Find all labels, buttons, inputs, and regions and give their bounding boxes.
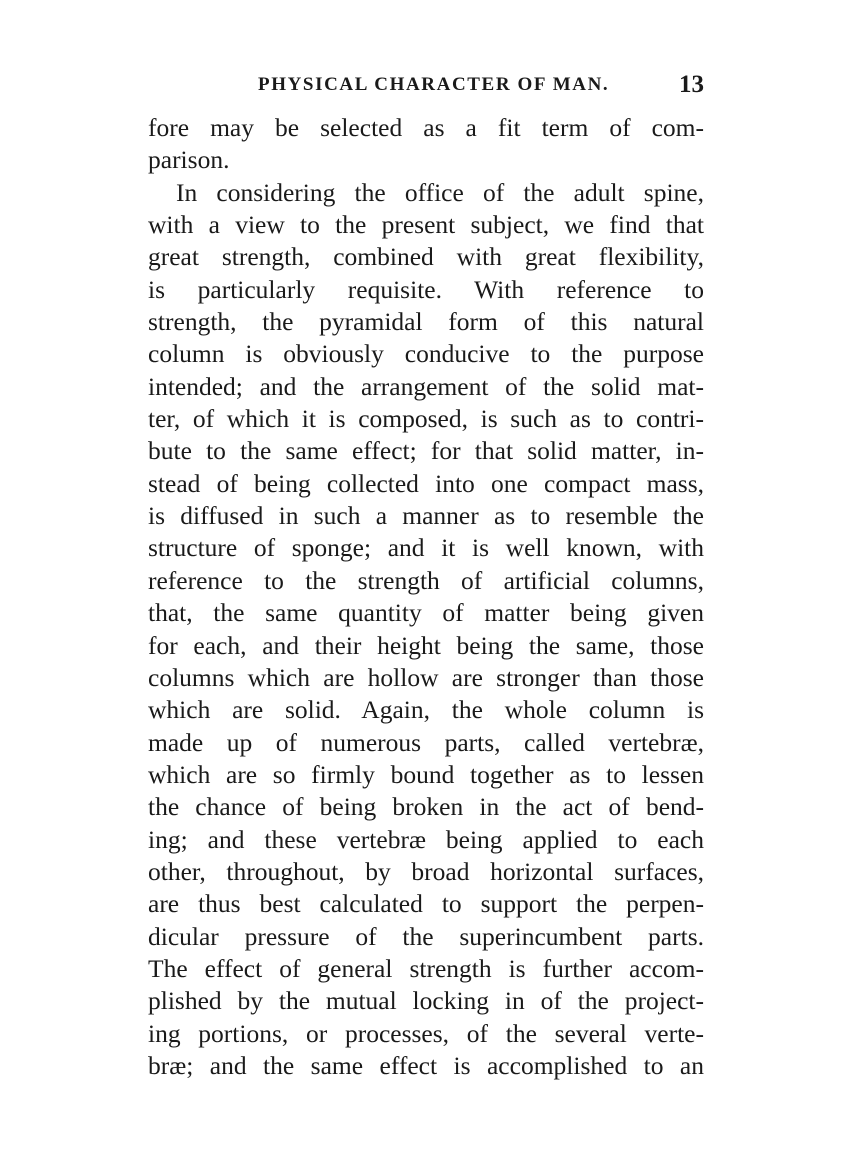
text-line: are thus best calculated to support the perpen- xyxy=(148,889,704,919)
text-line: dicular pressure of the superincumbent parts. xyxy=(148,921,704,951)
text-line: ter, of which it is composed, is such as to contri- xyxy=(148,404,704,434)
running-header xyxy=(148,70,704,100)
text-line: column is obviously conducive to the purpose xyxy=(148,339,704,369)
body-text xyxy=(148,112,704,1082)
text-line: is diffused in such a manner as to resemble the xyxy=(148,501,704,531)
text-line: structure of sponge; and it is well known, with xyxy=(148,533,704,563)
text-line: made up of numerous parts, called vertebræ, xyxy=(148,727,704,757)
text-line: ing portions, or processes, of the several verte- xyxy=(148,1018,704,1048)
text-line: which are solid. Again, the whole column is xyxy=(148,695,704,725)
text-line: the chance of being broken in the act of bend- xyxy=(148,792,704,822)
text-line: with a view to the present subject, we find that xyxy=(148,210,704,240)
text-line: is particularly requisite. With reference to xyxy=(148,274,704,304)
text-line: plished by the mutual locking in of the project- xyxy=(148,986,704,1016)
text-line: The effect of general strength is further accom- xyxy=(148,953,704,983)
text-line: ing; and these vertebræ being applied to each xyxy=(148,824,704,854)
text-line: intended; and the arrangement of the solid mat- xyxy=(148,371,704,401)
text-line: bute to the same effect; for that solid matter, in- xyxy=(148,436,704,466)
text-line: columns which are hollow are stronger than those xyxy=(148,662,704,692)
text-line: for each, and their height being the same, those xyxy=(148,630,704,660)
paragraph-first-line: In considering the office of the adult spine, xyxy=(176,177,704,207)
text-line: fore may be selected as a fit term of com- xyxy=(148,113,704,142)
text-line: parison. xyxy=(148,145,230,175)
text-line: that, the same quantity of matter being given xyxy=(148,598,704,628)
page-number: 13 xyxy=(679,71,704,98)
text-line: reference to the strength of artificial columns, xyxy=(148,565,704,595)
text-line: great strength, combined with great flexibility, xyxy=(148,242,704,272)
text-line: strength, the pyramidal form of this natural xyxy=(148,307,704,337)
running-title: PHYSICAL CHARACTER OF MAN. xyxy=(258,74,610,95)
text-line: which are so firmly bound together as to lessen xyxy=(148,759,704,789)
text-line: other, throughout, by broad horizontal surfaces, xyxy=(148,856,704,886)
text-line: bræ; and the same effect is accomplished to an xyxy=(148,1050,704,1080)
text-line: stead of being collected into one compact mass, xyxy=(148,468,704,498)
